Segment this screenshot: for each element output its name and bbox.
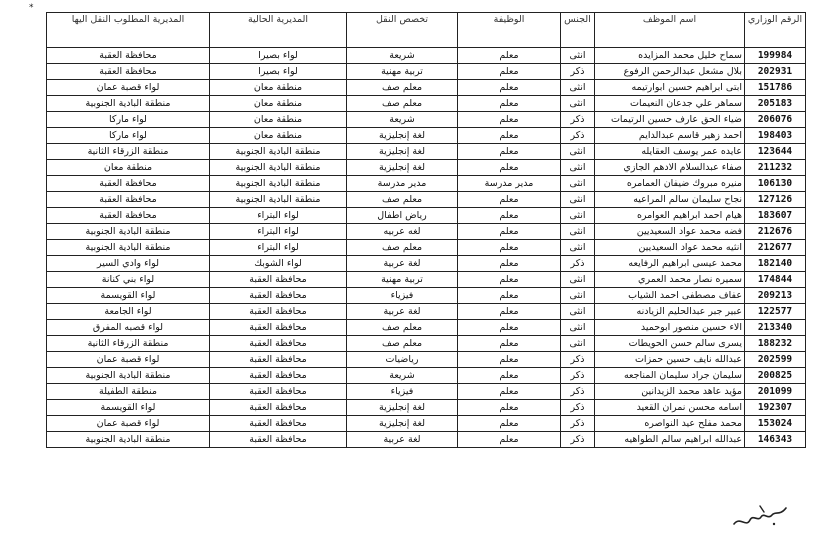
cell-gender: انثى [561,240,595,256]
cell-id: 202599 [745,352,806,368]
cell-target-directorate: محافظة العقبة [47,64,210,80]
table-row [47,240,806,256]
cell-job: معلم [458,112,561,128]
cell-current-directorate: لواء بصيرا [210,64,347,80]
cell-name: محمد عيسى ابراهيم الرفايعه [595,256,745,272]
cell-id: 212677 [745,240,806,256]
cell-current-directorate: لواء البتراء [210,208,347,224]
table-row [47,416,806,432]
cell-id: 188232 [745,336,806,352]
cell-job: معلم [458,256,561,272]
cell-job: معلم [458,416,561,432]
cell-current-directorate: لواء البتراء [210,224,347,240]
cell-target-directorate: منطقة البادية الجنوبية [47,432,210,448]
cell-specialty: لغة إنجليزية [347,160,458,176]
cell-specialty: تربية مهنية [347,64,458,80]
cell-gender: ذكر [561,432,595,448]
table-row [47,64,806,80]
cell-name: عايده عمر يوسف العقايله [595,144,745,160]
cell-gender: ذكر [561,256,595,272]
cell-gender: انثى [561,80,595,96]
cell-name: يسرى سالم حسن الحويطات [595,336,745,352]
cell-gender: انثى [561,192,595,208]
table-row [47,48,806,64]
cell-target-directorate: لواء قصبة عمان [47,80,210,96]
cell-specialty: لغة إنجليزية [347,128,458,144]
cell-job: معلم [458,368,561,384]
cell-target-directorate: منطقة البادية الجنوبية [47,240,210,256]
cell-id: 209213 [745,288,806,304]
cell-target-directorate: منطقة البادية الجنوبية [47,368,210,384]
header-row [47,13,806,48]
cell-target-directorate: لواء وادي السير [47,256,210,272]
cell-gender: انثى [561,320,595,336]
cell-gender: ذكر [561,128,595,144]
cell-current-directorate: محافظة العقبة [210,416,347,432]
cell-target-directorate: محافظة العقبة [47,176,210,192]
header-name: اسم الموظف [595,13,745,48]
cell-current-directorate: منطقة البادية الجنوبية [210,160,347,176]
cell-name: اسامه محسن نمران القعيد [595,400,745,416]
cell-job: معلم [458,336,561,352]
cell-name: احمد زهير قاسم عبدالدايم [595,128,745,144]
cell-id: 192307 [745,400,806,416]
cell-target-directorate: محافظة العقبة [47,192,210,208]
cell-current-directorate: منطقة معان [210,112,347,128]
cell-current-directorate: محافظة العقبة [210,352,347,368]
header-gender: الجنس [561,13,595,48]
cell-target-directorate: لواء قصبه المفرق [47,320,210,336]
cell-specialty: شريعة [347,48,458,64]
cell-name: عبدالله نايف حسين حمزات [595,352,745,368]
cell-gender: انثى [561,160,595,176]
cell-current-directorate: محافظة العقبة [210,384,347,400]
cell-name: فضه محمد عواد السعيديين [595,224,745,240]
cell-gender: انثى [561,336,595,352]
cell-job: معلم [458,208,561,224]
cell-current-directorate: منطقة البادية الجنوبية [210,176,347,192]
cell-job: معلم [458,64,561,80]
cell-gender: انثى [561,272,595,288]
cell-id: 206076 [745,112,806,128]
table-row [47,176,806,192]
cell-gender: انثى [561,208,595,224]
cell-job: معلم [458,224,561,240]
cell-specialty: شريعة [347,112,458,128]
cell-job: معلم [458,144,561,160]
cell-name: مؤيد عاهد محمد الزيدانين [595,384,745,400]
cell-job: معلم [458,80,561,96]
cell-specialty: لغة عربية [347,432,458,448]
cell-job: معلم [458,272,561,288]
cell-current-directorate: منطقة البادية الجنوبية [210,192,347,208]
cell-gender: انثى [561,288,595,304]
cell-id: 198403 [745,128,806,144]
cell-name: انثيه محمد عواد السعيديين [595,240,745,256]
cell-job: معلم [458,240,561,256]
table-row [47,208,806,224]
cell-name: ابتى ابراهيم حسين ابوارتيمه [595,80,745,96]
cell-name: هيام احمد ابراهيم العوامره [595,208,745,224]
cell-job: معلم [458,192,561,208]
cell-current-directorate: منطقة البادية الجنوبية [210,144,347,160]
cell-name: عفاف مصطفى احمد الشياب [595,288,745,304]
cell-target-directorate: محافظة العقبة [47,48,210,64]
cell-job: معلم [458,400,561,416]
cell-target-directorate: لواء ماركا [47,112,210,128]
cell-specialty: شريعة [347,368,458,384]
cell-specialty: معلم صف [347,96,458,112]
cell-specialty: فيزياء [347,384,458,400]
cell-target-directorate: لواء القويسمة [47,400,210,416]
table-row [47,336,806,352]
table-row [47,80,806,96]
table-row [47,128,806,144]
table-row [47,272,806,288]
cell-target-directorate: لواء ماركا [47,128,210,144]
table-row [47,320,806,336]
cell-specialty: معلم صف [347,320,458,336]
cell-target-directorate: لواء بني كنانة [47,272,210,288]
cell-gender: ذكر [561,368,595,384]
cell-gender: ذكر [561,64,595,80]
table-row [47,192,806,208]
table-row [47,224,806,240]
cell-gender: انثى [561,176,595,192]
cell-specialty: لغه عربيه [347,224,458,240]
cell-current-directorate: لواء بصيرا [210,48,347,64]
cell-id: 213340 [745,320,806,336]
cell-target-directorate: لواء الجامعة [47,304,210,320]
cell-target-directorate: منطقة البادية الجنوبية [47,96,210,112]
table-row [47,96,806,112]
cell-specialty: معلم صف [347,336,458,352]
table-row [47,112,806,128]
transfer-table [46,12,806,448]
cell-target-directorate: منطقة الطفيلة [47,384,210,400]
cell-target-directorate: منطقة الزرقاء الثانية [47,144,210,160]
cell-id: 174844 [745,272,806,288]
cell-id: 201099 [745,384,806,400]
cell-specialty: فيزياء [347,288,458,304]
cell-job: معلم [458,352,561,368]
cell-target-directorate: لواء قصبة عمان [47,416,210,432]
cell-current-directorate: محافظة العقبة [210,288,347,304]
cell-name: سليمان جراد سليمان المناجعه [595,368,745,384]
cell-current-directorate: لواء البتراء [210,240,347,256]
cell-id: 122577 [745,304,806,320]
cell-name: سماهر علي جدعان النعيمات [595,96,745,112]
table-row [47,368,806,384]
cell-job: معلم [458,160,561,176]
table-row [47,432,806,448]
cell-name: عبير جبر عبدالحليم الزيادنه [595,304,745,320]
cell-current-directorate: محافظة العقبة [210,304,347,320]
cell-target-directorate: محافظة العقبة [47,208,210,224]
cell-gender: ذكر [561,416,595,432]
header-current-directorate: المديرية الحالية [210,13,347,48]
cell-id: 205183 [745,96,806,112]
cell-job: معلم [458,384,561,400]
cell-name: نجاح سليمان سالم المراعيه [595,192,745,208]
cell-current-directorate: منطقة معان [210,80,347,96]
cell-id: 212676 [745,224,806,240]
header-id: الرقم الوزاري [745,13,806,48]
cell-specialty: لغة إنجليزية [347,400,458,416]
cell-name: الاء حسين منصور ابوحميد [595,320,745,336]
cell-id: 153024 [745,416,806,432]
cell-current-directorate: محافظة العقبة [210,336,347,352]
cell-target-directorate: منطقة معان [47,160,210,176]
cell-specialty: لغة إنجليزية [347,144,458,160]
cell-id: 202931 [745,64,806,80]
cell-job: معلم [458,128,561,144]
cell-gender: ذكر [561,400,595,416]
cell-specialty: رياضيات [347,352,458,368]
cell-id: 146343 [745,432,806,448]
cell-id: 199984 [745,48,806,64]
cell-id: 106130 [745,176,806,192]
cell-gender: انثى [561,144,595,160]
cell-gender: انثى [561,96,595,112]
cell-name: بلال مشعل عبدالرحمن الرفوع [595,64,745,80]
cell-id: 182140 [745,256,806,272]
cell-job: معلم [458,320,561,336]
header-job: الوظيفة [458,13,561,48]
cell-job: معلم [458,48,561,64]
cell-name: سميره نصار محمد العمري [595,272,745,288]
cell-current-directorate: محافظة العقبة [210,272,347,288]
cell-specialty: لغة عربية [347,304,458,320]
cell-gender: انثى [561,304,595,320]
cell-gender: ذكر [561,352,595,368]
cell-target-directorate: منطقة الزرقاء الثانية [47,336,210,352]
cell-job: معلم [458,432,561,448]
cell-id: 183607 [745,208,806,224]
cell-specialty: معلم صف [347,192,458,208]
cell-current-directorate: لواء الشوبك [210,256,347,272]
corner-marker: * [29,3,34,13]
cell-specialty: لغة عربية [347,256,458,272]
cell-job: معلم [458,288,561,304]
table-row [47,160,806,176]
cell-name: صفاء عبدالسلام الادهم الجازي [595,160,745,176]
table-header [47,13,806,48]
cell-current-directorate: محافظة العقبة [210,400,347,416]
cell-target-directorate: لواء القويسمة [47,288,210,304]
table-row [47,352,806,368]
cell-job: معلم [458,304,561,320]
cell-gender: ذكر [561,384,595,400]
cell-name: منيره مبروك ضيفان العمامره [595,176,745,192]
signature-mark [730,498,790,530]
cell-name: عبدالله ابراهيم سالم الطواهيه [595,432,745,448]
cell-id: 151786 [745,80,806,96]
cell-current-directorate: منطقة معان [210,96,347,112]
cell-current-directorate: منطقة معان [210,128,347,144]
cell-id: 127126 [745,192,806,208]
cell-name: ضياء الحق عارف حسين الرتيمات [595,112,745,128]
header-specialty: تخصص النقل [347,13,458,48]
table-row [47,256,806,272]
table-row [47,384,806,400]
table-row [47,144,806,160]
cell-name: سماح خليل محمد المزايده [595,48,745,64]
table-row [47,288,806,304]
cell-specialty: رياض اطفال [347,208,458,224]
cell-specialty: لغة إنجليزية [347,416,458,432]
cell-specialty: تربية مهنية [347,272,458,288]
cell-job: مدير مدرسة [458,176,561,192]
table-body [47,48,806,448]
cell-name: محمد مفلح عيد النواصره [595,416,745,432]
cell-gender: انثى [561,48,595,64]
cell-target-directorate: منطقة البادية الجنوبية [47,224,210,240]
cell-id: 211232 [745,160,806,176]
cell-specialty: مدير مدرسة [347,176,458,192]
header-target-directorate: المديرية المطلوب النقل اليها [47,13,210,48]
table-row [47,400,806,416]
cell-current-directorate: محافظة العقبة [210,368,347,384]
cell-job: معلم [458,96,561,112]
cell-current-directorate: محافظة العقبة [210,432,347,448]
table-row [47,304,806,320]
cell-gender: انثى [561,224,595,240]
cell-specialty: معلم صف [347,80,458,96]
cell-target-directorate: لواء قصبة عمان [47,352,210,368]
cell-current-directorate: محافظة العقبة [210,320,347,336]
cell-id: 123644 [745,144,806,160]
cell-gender: ذكر [561,112,595,128]
cell-id: 200825 [745,368,806,384]
cell-specialty: معلم صف [347,240,458,256]
